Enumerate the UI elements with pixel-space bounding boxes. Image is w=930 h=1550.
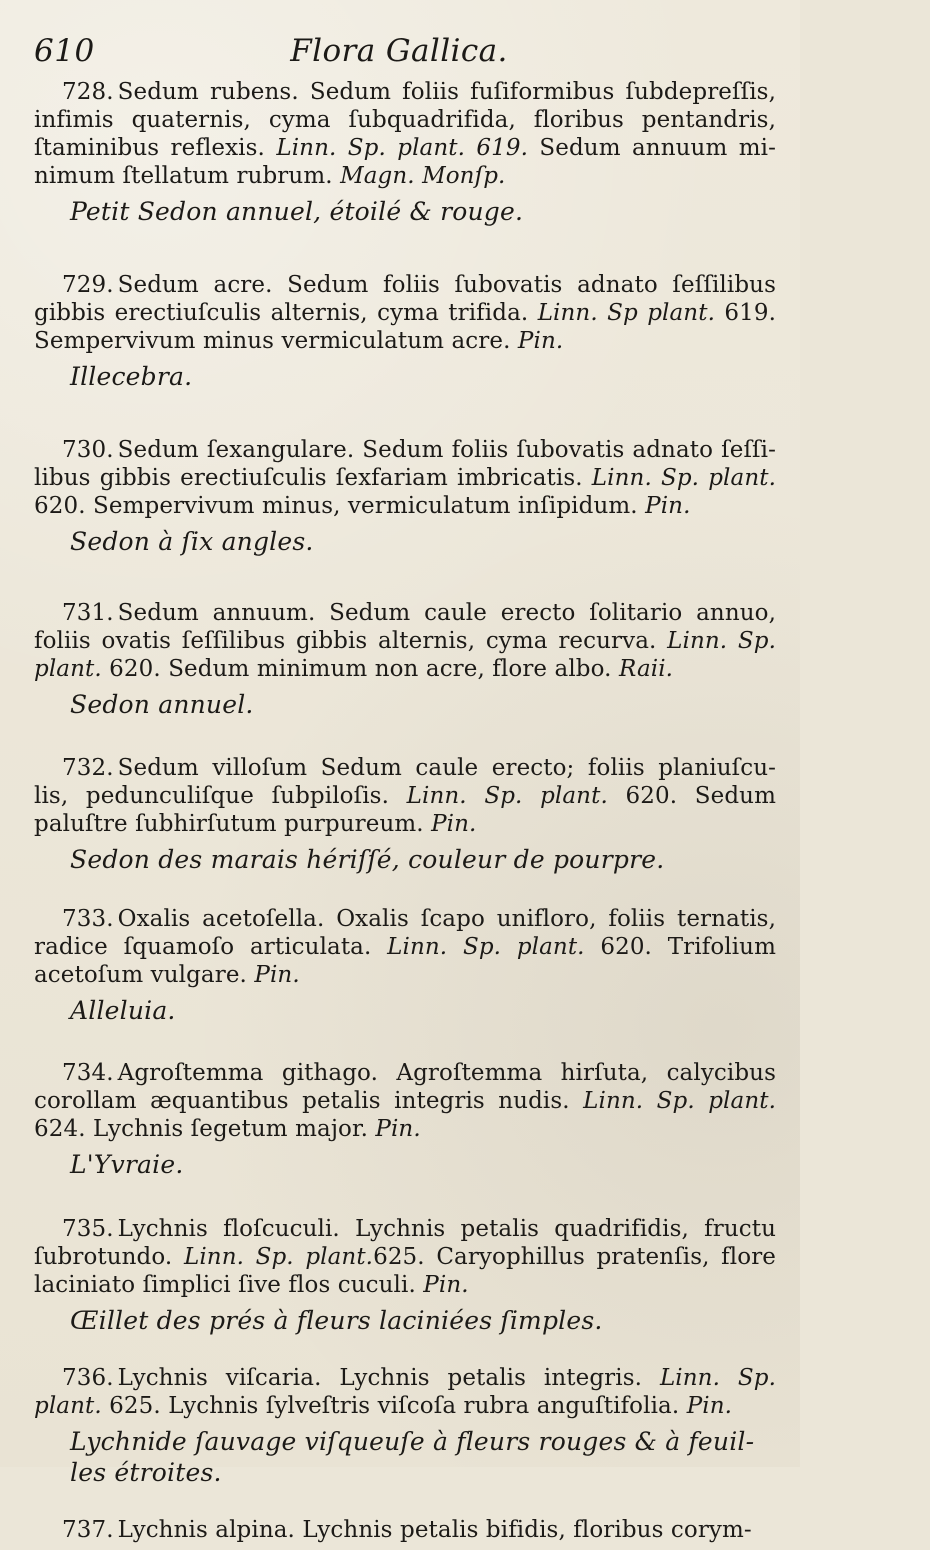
entry-text: 625. Caryophillus pratenſis, flore [373,1244,776,1270]
entry-text: libus gibbis erectiuſculis ſexfariam imbricatis. [34,465,592,491]
entry-text: gibbis erectiuſculis alternis, cyma trifida. [34,300,538,326]
entry-text: nimum ſtellatum rubrum. [34,163,341,189]
entry-text: 620. Trifolium [584,934,776,960]
citation: Linn. Sp. plant. [591,465,776,491]
citation: Pin. [254,962,300,988]
common-name: L'Yvraie. [70,1150,184,1179]
running-title: Flora Gallica. [290,33,508,69]
common-name: Illecebra. [70,362,193,391]
entry-text: Sedum annuum. Sedum caule erecto ſolitario annuo, [117,600,776,626]
citation: Pin. [423,1272,469,1298]
entry-body [34,1215,776,1299]
entry-729 [34,271,776,392]
entry-body [34,1059,776,1143]
entry-text: infimis quaternis, cyma ſubquadrifida, floribus pentandris, [34,107,776,133]
entry-728 [34,78,776,227]
entry-number: 734. [62,1060,114,1086]
citation: Linn. Sp. plant. 619. [276,135,529,161]
entry-text: ſubrotundo. [34,1244,184,1270]
common-name: Sedon des marais hériſſé, couleur de pourpre. [70,845,665,874]
common-name: Sedon annuel. [70,690,254,719]
entry-text: 619. Sempervivum minus vermiculatum acre. [34,300,777,354]
entry-text: radice ſquamoſo articulata. [34,934,388,960]
entry-text: 625. Lychnis ſylveſtris viſcoſa rubra anguſtifolia. [101,1393,687,1419]
entry-text: Sedum ſexangulare. Sedum foliis ſubovatis adnato ſeſſi- [117,437,776,463]
citation: Linn. Sp. [659,1365,776,1391]
entry-number: 728. [62,79,114,105]
citation: Linn. Sp. plant. [583,1088,776,1114]
entry-text: Sedum annuum mi- [528,135,776,161]
entry-number: 735. [62,1216,114,1242]
entry-text: lis, pedunculiſque ſubpiloſis. [34,783,407,809]
entries-list [34,78,776,1550]
entry-text: Lychnis alpina. Lychnis petalis bifidis, floribus corym- [117,1517,752,1543]
entry-body [34,436,776,520]
entry-body [34,905,776,989]
common-name: Œillet des prés à fleurs laciniées ſimples. [70,1306,603,1335]
entry-text: 620. Sedum [607,783,776,809]
citation: Raii. [619,656,674,682]
entry-body [34,754,776,838]
entry-body [34,78,776,190]
entry-number: 729. [62,272,114,298]
entry-733 [34,905,776,1026]
entry-body [34,1516,776,1544]
citation: Pin. [431,811,477,837]
citation: Pin. [517,328,564,354]
entry-body [34,271,776,355]
common-name: Lychnide ſauvage viſqueuſe à fleurs rouges & à feuil-les étroites. [70,1427,755,1487]
entry-737 [34,1516,776,1544]
citation: Linn. Sp. plant. [183,1244,374,1270]
entry-number: 733. [62,906,114,932]
entry-text: Sedum villoſum Sedum caule erecto; foliis planiuſcu- [117,755,776,781]
entry-number: 737. [62,1517,114,1543]
page-header [34,28,764,76]
entry-number: 731. [62,600,114,626]
citation: Pin. [645,493,691,519]
citation: Linn. Sp. plant. [387,934,585,960]
entry-text: Lychnis floſcuculi. Lychnis petalis quadrifidis, fructu [117,1216,776,1242]
citation: Linn. Sp plant. [537,300,715,326]
entry-736 [34,1364,776,1488]
entry-text: corollam æquantibus petalis integris nudis. [34,1088,584,1114]
entry-text: Sedum acre. Sedum foliis ſubovatis adnato ſeſſilibus [117,272,776,298]
entry-text: ſtaminibus reflexis. [34,135,277,161]
citation: Linn. Sp. [667,628,776,654]
common-name: Sedon à ſix angles. [70,527,314,556]
common-name: Petit Sedon annuel, étoilé & rouge. [70,197,524,226]
entry-text: Agroſtemma githago. Agroſtemma hirſuta, calycibus [117,1060,776,1086]
citation: Pin. [686,1393,733,1419]
entry-body [34,1364,776,1420]
entry-text: Sedum rubens. Sedum foliis fuſiformibus ſubdepreſſis, [117,79,776,105]
citation: plant. [34,1393,102,1419]
citation: Linn. Sp. plant. [406,783,608,809]
entry-number: 732. [62,755,114,781]
entry-text: acetoſum vulgare. [34,962,255,988]
entry-text: laciniato ſimplici ſive flos cuculi. [34,1272,424,1298]
entry-text: Oxalis acetoſella. Oxalis ſcapo unifloro, foliis ternatis, [117,906,776,932]
page-number: 610 [34,33,95,69]
entry-text: 620. Sempervivum minus, vermiculatum inſipidum. [34,493,646,519]
entry-731 [34,599,776,720]
entry-734 [34,1059,776,1180]
entry-text: 624. Lychnis ſegetum major. [34,1116,376,1142]
entry-735 [34,1215,776,1336]
entry-730 [34,436,776,557]
entry-text: Lychnis viſcaria. Lychnis petalis integris. [117,1365,660,1391]
entry-732 [34,754,776,875]
citation: plant. [34,656,102,682]
entry-number: 730. [62,437,114,463]
citation: Magn. Monſp. [340,163,506,189]
entry-text: foliis ovatis ſeſſilibus gibbis alternis, cyma recurva. [34,628,668,654]
common-name: Alleluia. [70,996,176,1025]
citation: Pin. [375,1116,421,1142]
entry-number: 736. [62,1365,114,1391]
entry-text: paluſtre ſubhirſutum purpureum. [34,811,432,837]
entry-body [34,599,776,683]
entry-text: 620. Sedum minimum non acre, flore albo. [101,656,619,682]
